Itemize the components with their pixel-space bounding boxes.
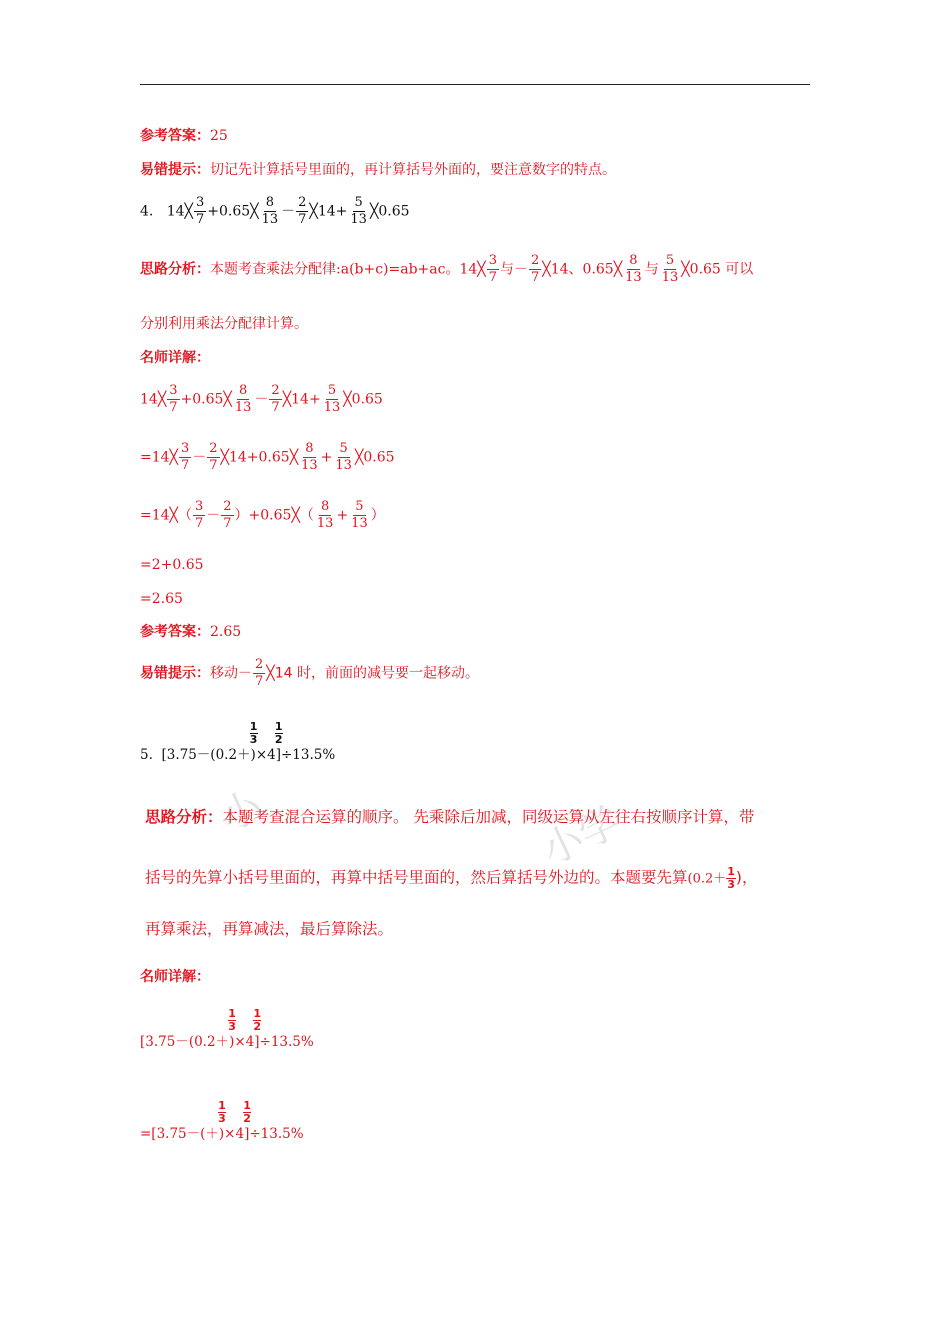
analysis-5-line1: 思路分析：本题考查混合运算的顺序。 先乘除后加减，同级运算从左往右按顺序计算，带	[145, 808, 755, 826]
detail-4-row5: =2.65	[140, 591, 183, 607]
fraction: $\frac{8}{13}$	[234, 383, 252, 415]
question-4: 4. 14╳ $\frac{3}{7}$ +0.65╳ $\frac{8}{13}$ － $\frac{2}{7}$ ╳14+ $\frac{5}{13}$ ╳0.65	[140, 195, 410, 227]
fraction: $\frac{2}{7}$	[255, 657, 264, 689]
detail-label: 名师详解：	[140, 350, 210, 366]
watermark: 小学	[535, 798, 628, 875]
fraction: $\frac{5}{13}$	[323, 383, 341, 415]
fraction: $\frac{2}{7}$	[271, 383, 280, 415]
fraction: $\frac{3}{7}$	[488, 253, 498, 285]
fraction: $\frac{8}{13}$	[625, 253, 642, 285]
fraction: $\frac{3}{7}$	[195, 195, 205, 227]
fraction: $\frac{8}{13}$	[261, 195, 279, 227]
stacked-fraction: 1 2	[274, 720, 283, 746]
fraction: $\frac{5}{13}$	[350, 195, 367, 227]
tip-4: 易错提示：移动－ $\frac{2}{7}$ ╳14 时，前面的减号要一起移动。	[140, 657, 479, 689]
analysis-4: 思路分析：本题考查乘法分配律:a(b+c)=ab+ac。14╳ $\frac{3}{7}$ 与－ $\frac{2}{7}$ ╳14、0.65╳ $\frac{8}{13}$ 与 $\frac{5}{13}$ ╳0.65 可以	[140, 253, 754, 285]
fraction: $\frac{1}{3}$	[727, 865, 735, 891]
detail-4-row1: 14╳ $\frac{3}{7}$ +0.65╳ $\frac{8}{13}$ － $\frac{2}{7}$ ╳14+ $\frac{5}{13}$ ╳0.65	[140, 383, 383, 415]
answer-line: 参考答案：25	[140, 128, 228, 144]
stacked-fraction: 1 2	[243, 1099, 251, 1125]
detail-5-label: 名师详解：	[140, 969, 210, 985]
header-rule	[140, 84, 810, 85]
tip-line: 易错提示：切记先计算括号里面的，再计算括号外面的，要注意数字的特点。	[140, 162, 616, 178]
stacked-fraction: 1 3	[228, 1007, 236, 1033]
detail-4-row3: =14╳（ $\frac{3}{7}$ － $\frac{2}{7}$ ）+0.65╳（ $\frac{8}{13}$ + $\frac{5}{13}$ ）	[140, 499, 385, 531]
analysis-5-line2: 括号的先算小括号里面的，再算中括号里面的，然后算括号外边的。本题要先算(0.2＋ $\frac{1}{3}$ )，	[145, 865, 758, 891]
fraction: $\frac{2}{7}$	[298, 195, 307, 227]
fraction: $\frac{8}{13}$	[316, 499, 334, 531]
fraction: $\frac{2}{7}$	[531, 253, 540, 285]
fraction: $\frac{3}{7}$	[180, 441, 190, 473]
fraction: $\frac{2}{7}$	[209, 441, 218, 473]
stacked-fraction: 1 3	[249, 720, 258, 746]
answer-4: 参考答案：2.65	[140, 624, 242, 640]
stacked-fraction: 1 2	[253, 1007, 262, 1033]
watermark: 小	[213, 782, 270, 841]
analysis-5-line3: 再算乘法，再算减法，最后算除法。	[145, 920, 394, 938]
fraction: $\frac{8}{13}$	[301, 441, 318, 473]
fraction: $\frac{5}{13}$	[661, 253, 679, 285]
detail-5-row2: =[3.75－(＋ 1 3 )×4 1 2 ]÷13.5%	[140, 1099, 304, 1142]
question-5: 5. [3.75－(0.2＋ 1 3 )×4 1 2 ]÷13.5%	[140, 720, 336, 763]
analysis-4-line2: 分别利用乘法分配律计算。	[140, 316, 308, 332]
fraction: $\frac{5}{13}$	[351, 499, 368, 531]
fraction: $\frac{3}{7}$	[169, 383, 178, 415]
detail-4-row4: =2+0.65	[140, 557, 204, 573]
fraction: $\frac{3}{7}$	[194, 499, 204, 531]
stacked-fraction: 1 3	[218, 1099, 226, 1125]
fraction: $\frac{2}{7}$	[223, 499, 232, 531]
fraction: $\frac{5}{13}$	[335, 441, 352, 473]
detail-4-row2: =14╳ $\frac{3}{7}$ － $\frac{2}{7}$ ╳14+0.65╳ $\frac{8}{13}$ + $\frac{5}{13}$ ╳0.65	[140, 441, 395, 473]
detail-5-row1: [3.75－(0.2＋ 1 3 )×4 1 2 ]÷13.5%	[140, 1007, 314, 1050]
